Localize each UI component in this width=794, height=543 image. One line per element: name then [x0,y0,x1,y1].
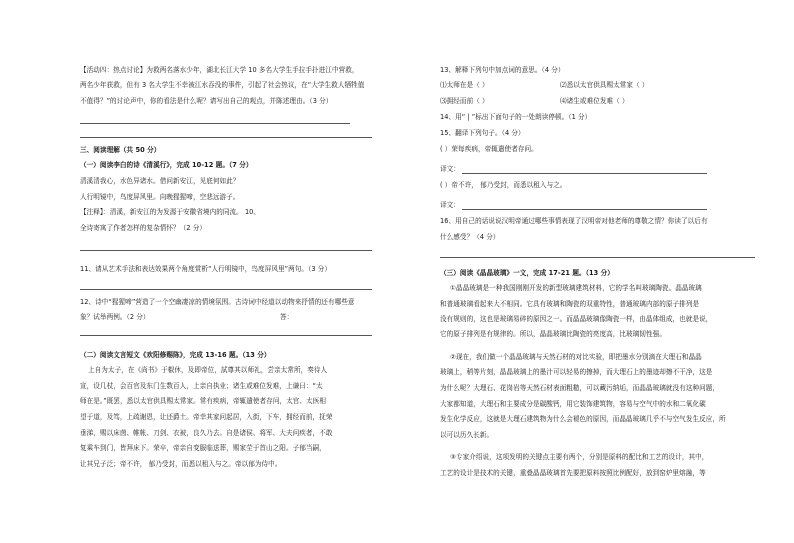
question-13-item: ⑷诸生或难位发难（ ） [560,97,629,105]
article-line: 为什么呢？大理石、花岗岩等天然石材表面粗糙，可以藏污纳垢，而晶晶玻璃就没有这种问题， [440,384,720,392]
translation-label: 译文： [440,201,460,209]
question-15-item: ( ）帝不许， 郁乃受封，而悉以租入与之。 [440,181,567,189]
answer-line[interactable] [462,209,707,210]
activity-text: 【活动四：热点讨论】为救两名落水少年，湖北长江大学 10 多名大学生手拉手扑进江中营救， [80,66,359,74]
answer-line[interactable] [80,123,350,124]
activity-text: 两名少年获救，但有 3 名大学生不幸被江水吞没的事件，引起了社会热议，在“大学生救人牺牲值 [80,81,365,89]
question-11: 11、请从艺术手法和表达效果两个角度赏析“人行明镜中，鸟度屏风里”两句。（3 分） [80,265,332,273]
question-14: 14、用“ | ”标出下面句子的一处朗读停顿。（1 分） [440,113,592,121]
section-heading: 三、阅读理解（共 50 分） [80,146,161,154]
subsection-heading: （二）阅读文言短文《欢阳修赐陈》，完成 13-16 题。（13 分） [80,351,271,359]
article-line: 大家都知道，大理石和主要成分是碳酸钙，用它装饰建筑物，容易与空气中的水和二氧化碳 [440,400,706,408]
question-15-item: ( ）荣每疾病，帝辄遣使者存问。 [440,145,538,153]
article-line: 玻璃上，稍等片刻，晶晶玻璃上的墨汁可以轻易的擦掉，而大理石上的墨迹却擦不干净，这是 [440,368,713,376]
question-10: 全诗寄寓了作者怎样的复杂情怀？（2 分） [80,224,206,232]
answer-line[interactable] [80,289,372,290]
article-line: 和普通玻璃看起来大不相同。它具有玻璃和陶瓷的双重特性，普通玻璃内部的原子排列是 [440,300,700,308]
question-12: 象？试举两例。（2 分） [80,313,150,321]
question-13-item: ⑵悉以太官供具赐太常家（ ） [560,81,649,89]
answer-label: 答： [280,313,294,321]
prose-line: 上自为太子，在《尚书》于椒休，及即帝位，試尊其以师礼，尝亲太常所，奏待人 [88,366,328,374]
answer-line[interactable] [80,250,372,251]
subsection-heading: （一）阅读李白的诗《清溪行》，完成 10-12 题。（7 分） [80,161,253,169]
article-line: ②现在，我们做一个晶晶玻璃与天然石材的对比实验，即把墨水分别滴在大理石和晶晶 [450,353,702,361]
article-line: ③专家介绍说，这项发明的关键点主要有两个，分别是原料的配比和工艺的设计，其中， [450,453,709,461]
answer-line[interactable] [80,137,372,138]
poem-line: 人行明镜中，鸟度屏风里。向晚猩猩啼，空悲远游子。 [80,193,240,201]
article-line: 没有规则的，这也是玻璃易碎的原因之一。而晶晶玻璃像陶瓷一样，由晶体组成，也就是说， [440,315,713,323]
poem-line: 清溪清我心，水色异诸水。借问新安江，见底何如此？ [80,177,240,185]
translation-label: 译文： [440,165,460,173]
question-15: 15、翻译下列句子。（4 分） [440,129,525,137]
question-13-item: ⑶拥经而前（ ） [440,97,489,105]
prose-line: 让其兄子泛；帝不许， 郁乃受封，而悉以租入与之。帝以郁为侍中。 [80,460,282,468]
question-13: 13、解释下列句中加点词的意思。（4 分） [440,66,565,74]
prose-line: 望于道，及笃，上疏谢恩，让还爵土。帝幸其家问起居，入街，下车，拥经而前，抚荣 [80,413,333,421]
question-16: 什么感受？（4 分） [440,233,500,241]
answer-line[interactable] [440,257,755,258]
article-line: 发生化学反应，这就是大理石建筑物为什么会褪色的原因，而晶晶玻璃几乎不与空气发生反应，所 [440,415,726,423]
question-16: 16、用自己的话说说汉明帝通过哪些事情表现了汉明帝对他老师的尊敬之情？你读了以后有 [440,217,708,225]
subsection-heading: （三）阅读《晶晶玻璃》一文，完成 17-21 题。（13 分） [440,269,614,277]
activity-text: 不值得？”的讨论声中，你的看法是什么呢？请写出自己的观点，并陈述理由。（3 分） [80,97,333,105]
article-line: 以可以历久长新。 [440,431,494,439]
article-line: 它的原子排列是有规律的。所以，晶晶玻璃比陶瓷的亮度高，比玻璃韧性强。 [440,330,666,338]
question-13-item: ⑴太师在是（ ） [440,81,489,89]
prose-line: 宣，设几杖，会百官及东门生数百人，上亲自执业；诸生或难位发难，上谦曰：“太 [80,382,323,390]
prose-line: 复乘车到门，皆拜床下。荣卒，帝亲自变服临送葬，赐家茔于首山之阳。子郁当嗣， [80,444,326,452]
article-line: ①晶晶玻璃是一种我国刚刚开发的新型玻璃建筑材料，它的学名叫玻璃陶瓷。晶晶玻璃 [450,284,702,292]
answer-line[interactable] [462,173,707,174]
question-12: 12、诗中“猩猩啼”营造了一个空幽凄凉的情境氛围。古诗词中经道以动物来抒情的还有哪些意 [80,298,355,306]
article-line: 工艺的设计是技术的关键，重叠晶晶玻璃首先要把原料按照比例配好，放到窑炉里熔融，等 [440,469,706,477]
answer-line[interactable] [80,335,372,336]
prose-line: 师在是。”既罢，悉以太官供具赐太常家。常有疾病，帝辄遣使者存问，太官、太医相 [80,397,326,405]
prose-line: 垂涕，赐以床茵、帷帐、刀剑、衣被，良久乃去。自是诸侯、将军、大夫问疾者，不敢 [80,429,333,437]
poem-note: 【注释】：清溪，新安江的为发源于安徽省境内的同流。 10、 [80,208,261,216]
